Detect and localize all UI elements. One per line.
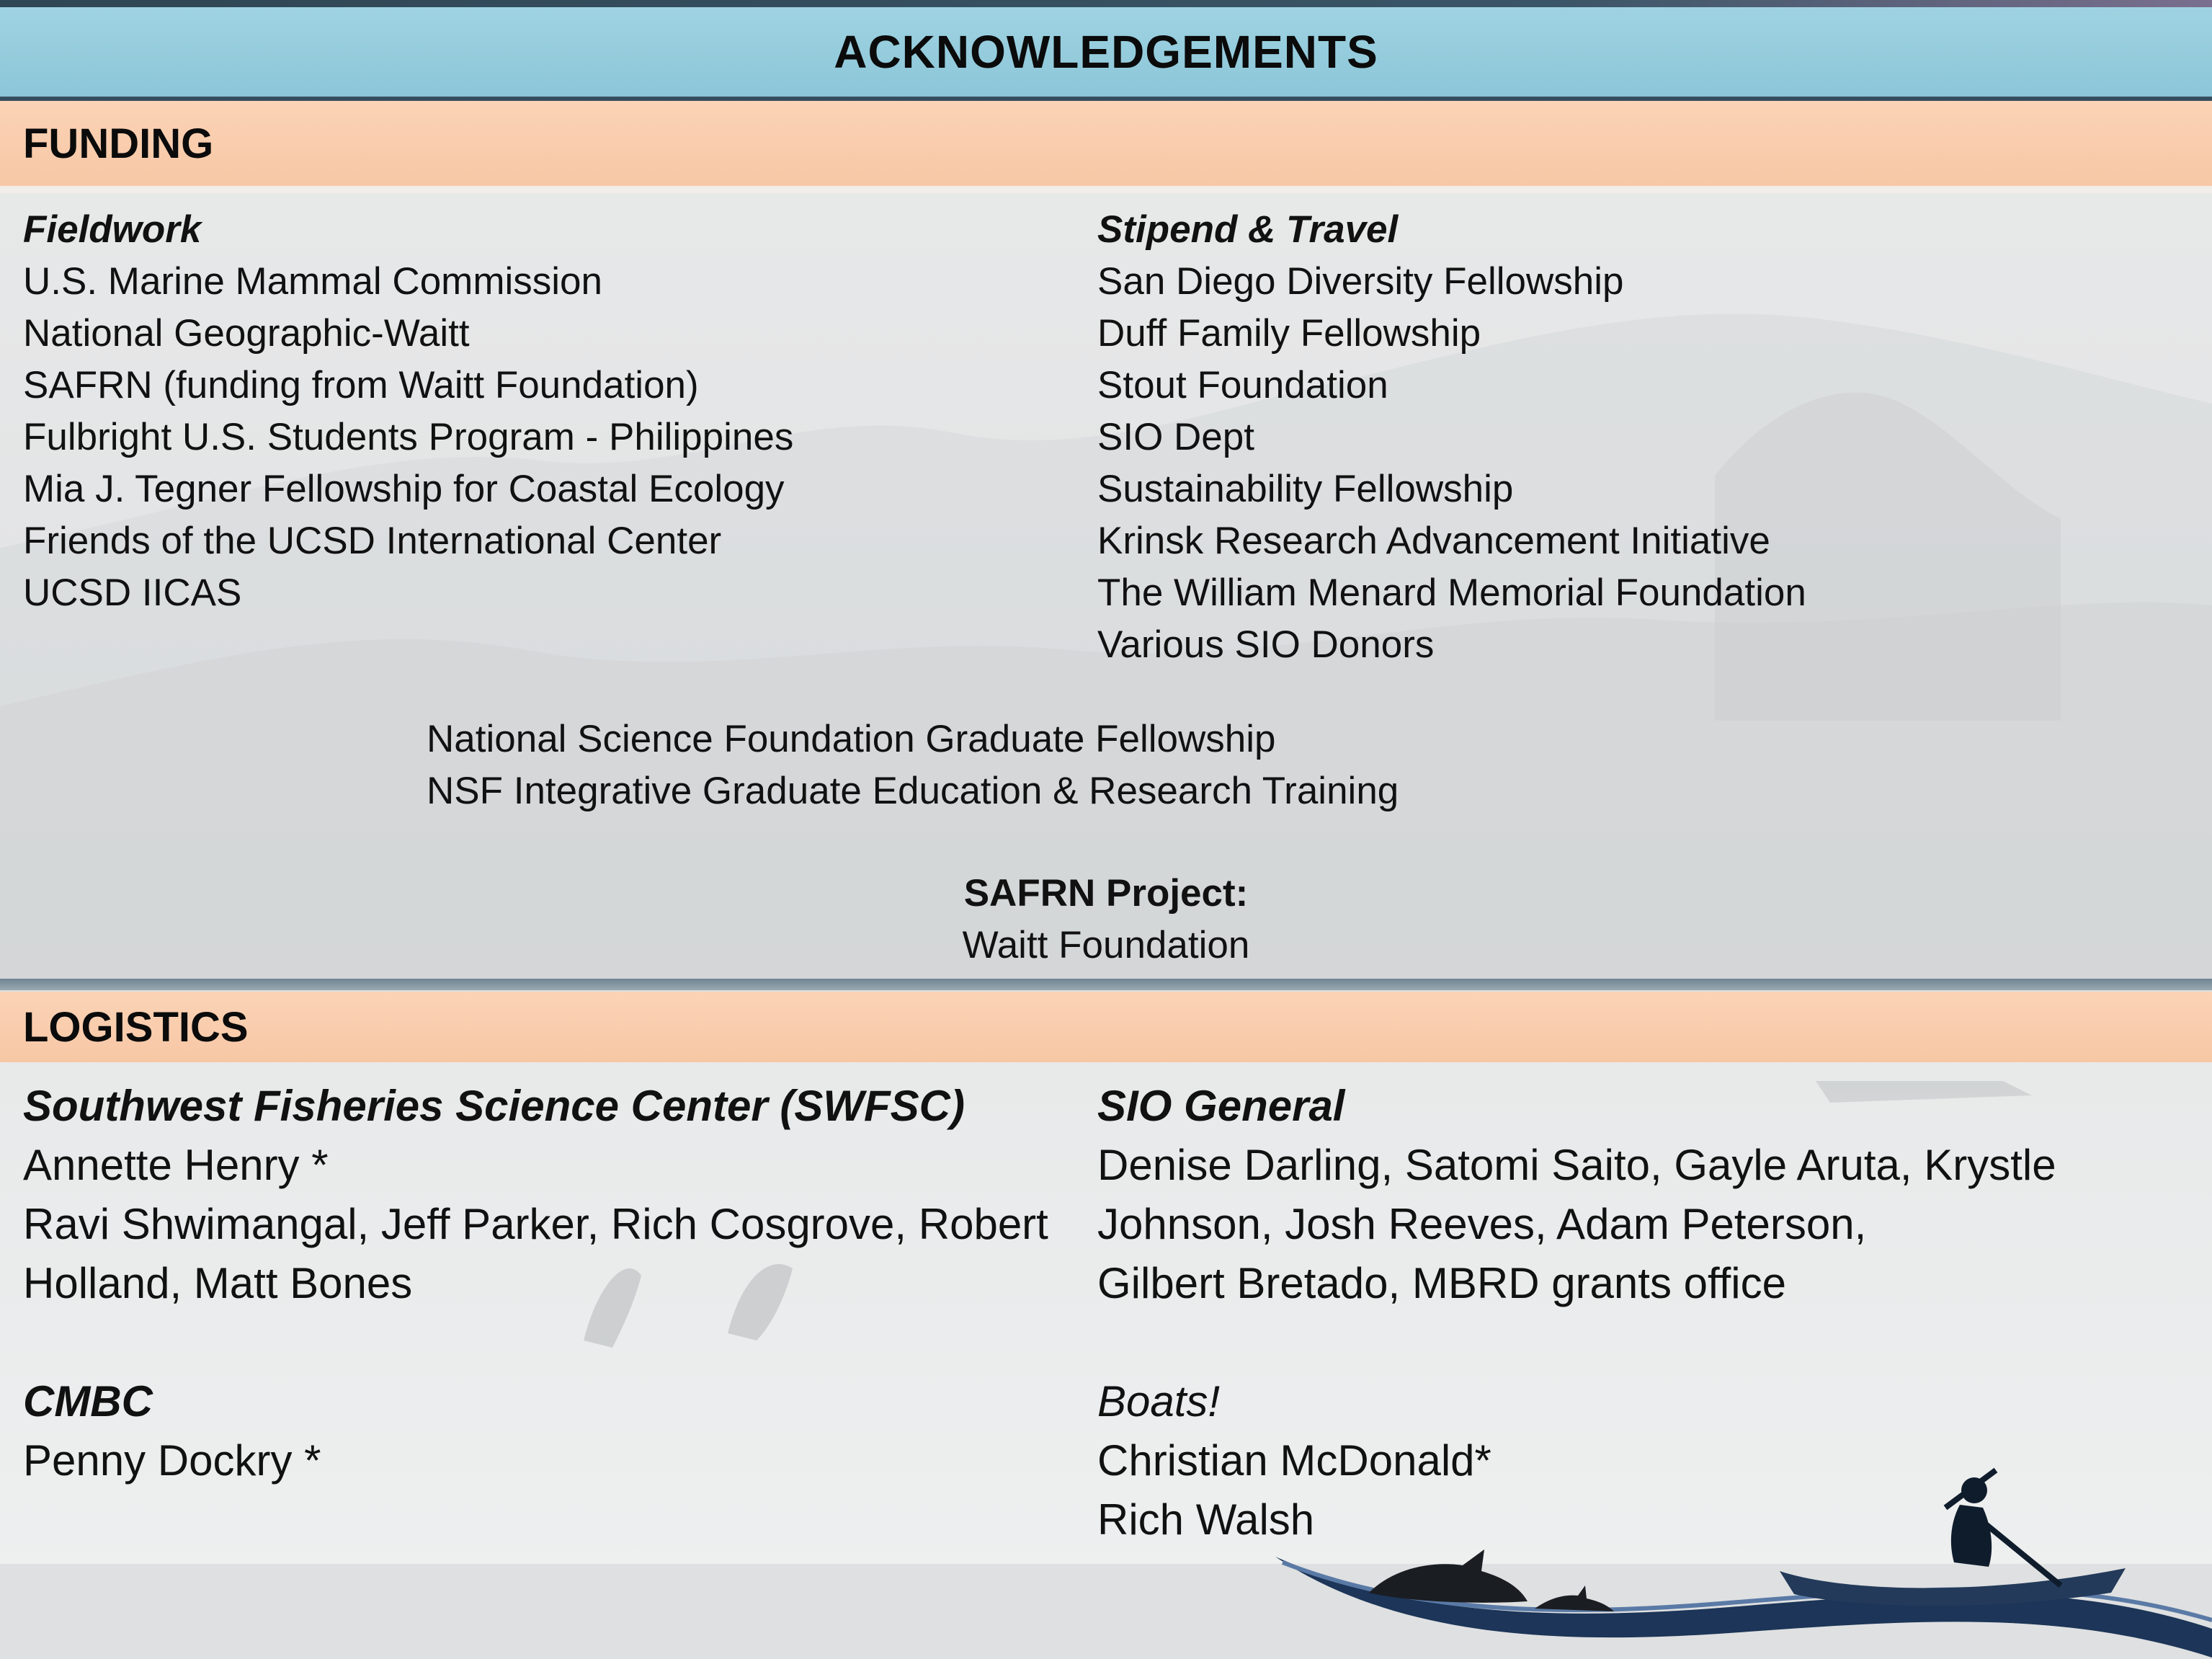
stipend-list xyxy=(1097,204,1806,671)
safrn-block xyxy=(746,868,1466,971)
stipend-item: SIO Dept xyxy=(1097,416,1254,458)
nsf-item: National Science Foundation Graduate Fellowship xyxy=(427,718,1276,760)
section-divider xyxy=(0,979,2212,990)
funding-heading: FUNDING xyxy=(23,120,214,167)
swfsc-block xyxy=(23,1077,1048,1313)
stipend-item: San Diego Diversity Fellowship xyxy=(1097,260,1624,303)
funding-band xyxy=(0,101,2212,193)
stipend-item: Various SIO Donors xyxy=(1097,623,1435,666)
stipend-item: Krinsk Research Advancement Initiative xyxy=(1097,520,1770,562)
swfsc-line: Holland, Matt Bones xyxy=(23,1259,413,1307)
boats-line: Rich Walsh xyxy=(1097,1495,1315,1544)
top-accent-line xyxy=(0,0,2212,7)
fieldwork-item: Mia J. Tegner Fellowship for Coastal Ecology xyxy=(23,468,785,510)
fieldwork-item: UCSD IICAS xyxy=(23,571,242,614)
sio-line: Gilbert Bretado, MBRD grants office xyxy=(1097,1259,1786,1307)
nsf-list xyxy=(427,713,1399,817)
swfsc-line: Ravi Shwimangal, Jeff Parker, Rich Cosgrove, Robert xyxy=(23,1200,1048,1248)
nsf-item: NSF Integrative Graduate Education & Research Training xyxy=(427,770,1399,812)
stipend-item: Stout Foundation xyxy=(1097,364,1388,406)
fieldwork-heading: Fieldwork xyxy=(23,208,202,251)
stipend-item: The William Menard Memorial Foundation xyxy=(1097,571,1806,614)
cmbc-heading: CMBC xyxy=(23,1377,153,1426)
fieldwork-item: Friends of the UCSD International Center xyxy=(23,520,722,562)
logistics-band xyxy=(0,992,2212,1062)
safrn-heading: SAFRN Project: xyxy=(963,872,1249,915)
page-title: ACKNOWLEDGEMENTS xyxy=(834,26,1378,78)
sio-block xyxy=(1097,1077,2056,1313)
fieldwork-list xyxy=(23,204,793,619)
fieldwork-item: National Geographic-Waitt xyxy=(23,312,470,355)
boats-line: Christian McDonald* xyxy=(1097,1436,1491,1485)
boats-block xyxy=(1097,1372,1491,1549)
sio-line: Denise Darling, Satomi Saito, Gayle Aruta, Krystle xyxy=(1097,1141,2056,1189)
boats-heading: Boats! xyxy=(1097,1377,1221,1426)
swfsc-heading: Southwest Fisheries Science Center (SWFSC) xyxy=(23,1082,965,1130)
fieldwork-item: Fulbright U.S. Students Program - Philippines xyxy=(23,416,794,458)
fieldwork-item: SAFRN (funding from Waitt Foundation) xyxy=(23,364,699,406)
stipend-heading: Stipend & Travel xyxy=(1097,208,1399,251)
safrn-name: Waitt Foundation xyxy=(962,924,1250,966)
fieldwork-item: U.S. Marine Mammal Commission xyxy=(23,260,602,303)
cmbc-line: Penny Dockry * xyxy=(23,1436,321,1485)
stipend-item: Duff Family Fellowship xyxy=(1097,312,1481,355)
title-band xyxy=(0,7,2212,101)
swfsc-line: Annette Henry * xyxy=(23,1141,329,1189)
stipend-item: Sustainability Fellowship xyxy=(1097,468,1514,510)
sio-line: Johnson, Josh Reeves, Adam Peterson, xyxy=(1097,1200,1867,1248)
cmbc-block xyxy=(23,1372,321,1490)
logistics-heading: LOGISTICS xyxy=(23,1003,249,1051)
sio-heading: SIO General xyxy=(1097,1082,1345,1130)
